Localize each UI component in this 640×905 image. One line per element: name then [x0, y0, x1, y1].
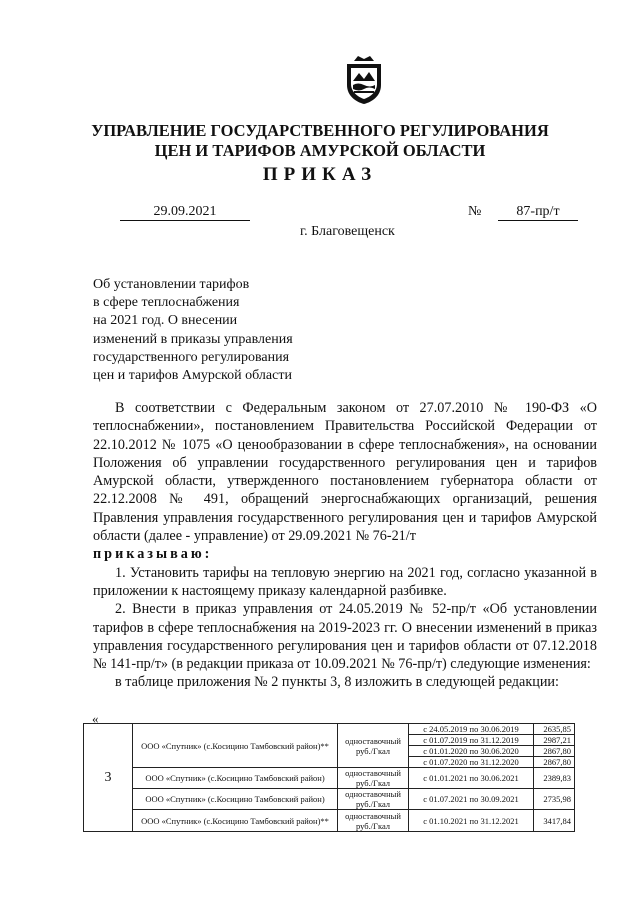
tariff-value-cell: 3417,84 — [534, 810, 575, 832]
order-subject — [93, 276, 333, 385]
subject-line: Об установлении тарифов — [93, 277, 250, 292]
subject-line: изменений в приказы управления — [93, 331, 293, 347]
period-cell: с 01.01.2020 по 30.06.2020 — [409, 746, 534, 757]
item-2-paragraph: 2. Внести в приказ управления от 24.05.2019 № 52-пр/т «Об установлении тарифов в сфере теплоснабжения на 2019-2023 гг. О внесении изменений в приказ управления государственного регулирования цен и тарифов области от 07.12.2018 № 141-пр/т» (в редакции приказа от 10.09.2021 № 76-пр/т) следующие изменения: — [93, 601, 597, 673]
period-cell: с 01.01.2021 по 30.06.2021 — [409, 768, 534, 789]
tariff-value-cell: 2735,98 — [534, 789, 575, 810]
coat-of-arms-icon — [345, 55, 383, 105]
period-cell: с 01.07.2021 по 30.09.2021 — [409, 789, 534, 810]
table-row — [84, 789, 575, 810]
unit-cell: одноставочный руб./Гкал — [338, 810, 409, 832]
item-2-sub-paragraph: в таблице приложения № 2 пункты 3, 8 изложить в следующей редакции: — [115, 674, 559, 691]
unit-cell: одноставочный руб./Гкал — [338, 724, 409, 768]
org-cell: ООО «Спутник» (с.Косицино Тамбовский район) — [133, 768, 338, 789]
unit-cell: одноставочный руб./Гкал — [338, 789, 409, 810]
table-row — [84, 768, 575, 789]
tariffs-table — [83, 723, 575, 832]
order-body — [93, 399, 597, 692]
table-row — [84, 724, 575, 735]
tariff-value-cell: 2389,83 — [534, 768, 575, 789]
tariff-value-cell: 2867,80 — [534, 746, 575, 757]
order-city: г. Благовещенск — [300, 224, 395, 239]
subject-line: в сфере теплоснабжения — [93, 295, 240, 311]
subject-line: государственного регулирования — [93, 349, 290, 365]
item-1-paragraph: 1. Установить тарифы на тепловую энергию на 2021 год, согласно указанной в приложении к настоящему приказу календарной разбивке. — [93, 564, 597, 599]
subject-line: цен и тарифов Амурской области — [93, 368, 292, 384]
org-cell: ООО «Спутник» (с.Косицино Тамбовский район)** — [133, 810, 338, 832]
row-number-cell: 3 — [84, 724, 133, 832]
period-cell: с 01.07.2019 по 31.12.2019 — [409, 735, 534, 746]
agency-name-line2: ЦЕН И ТАРИФОВ АМУРСКОЙ ОБЛАСТИ — [154, 141, 486, 160]
preamble-paragraph: В соответствии с Федеральным законом от 27.07.2010 № 190-ФЗ «О теплоснабжении», постановлением Правительства Российской Федерации от 22.10.2012 № 1075 «О ценообразовании в сфере теплоснабжения», на основании Положения об управлении государственного регулирования цен и тарифов Амурской области, утвержденного постановлением губернатора области от 22.12.2008 № 491, обращений энергоснабжающих организаций, решения Правления управления государственного регулирования цен и тарифов Амурской области (далее - управление) от 29.09.2021 № 76-21/т — [93, 400, 597, 545]
period-cell: с 01.10.2021 по 31.12.2021 — [409, 810, 534, 832]
agency-name-line1: УПРАВЛЕНИЕ ГОСУДАРСТВЕННОГО РЕГУЛИРОВАНИЯ — [91, 121, 549, 140]
unit-cell: одноставочный руб./Гкал — [338, 768, 409, 789]
document-type-title: ПРИКАЗ — [262, 164, 378, 185]
period-cell: с 01.07.2020 по 31.12.2020 — [409, 757, 534, 768]
order-number-sign: № — [468, 204, 482, 219]
period-cell: с 24.05.2019 по 30.06.2019 — [409, 724, 534, 735]
tariff-value-cell: 2987,21 — [534, 735, 575, 746]
org-cell: ООО «Спутник» (с.Косицино Тамбовский район) — [133, 789, 338, 810]
order-number: 87-пр/т — [498, 203, 578, 221]
table-row — [84, 810, 575, 832]
org-cell: ООО «Спутник» (с.Косицино Тамбовский район)** — [133, 724, 338, 768]
open-quote-mark: « — [92, 711, 99, 726]
order-date: 29.09.2021 — [120, 203, 250, 221]
subject-line: на 2021 год. О внесении — [93, 313, 238, 329]
tariff-value-cell: 2635,85 — [534, 724, 575, 735]
decree-word: приказываю: — [93, 546, 213, 563]
tariff-value-cell: 2867,80 — [534, 757, 575, 768]
